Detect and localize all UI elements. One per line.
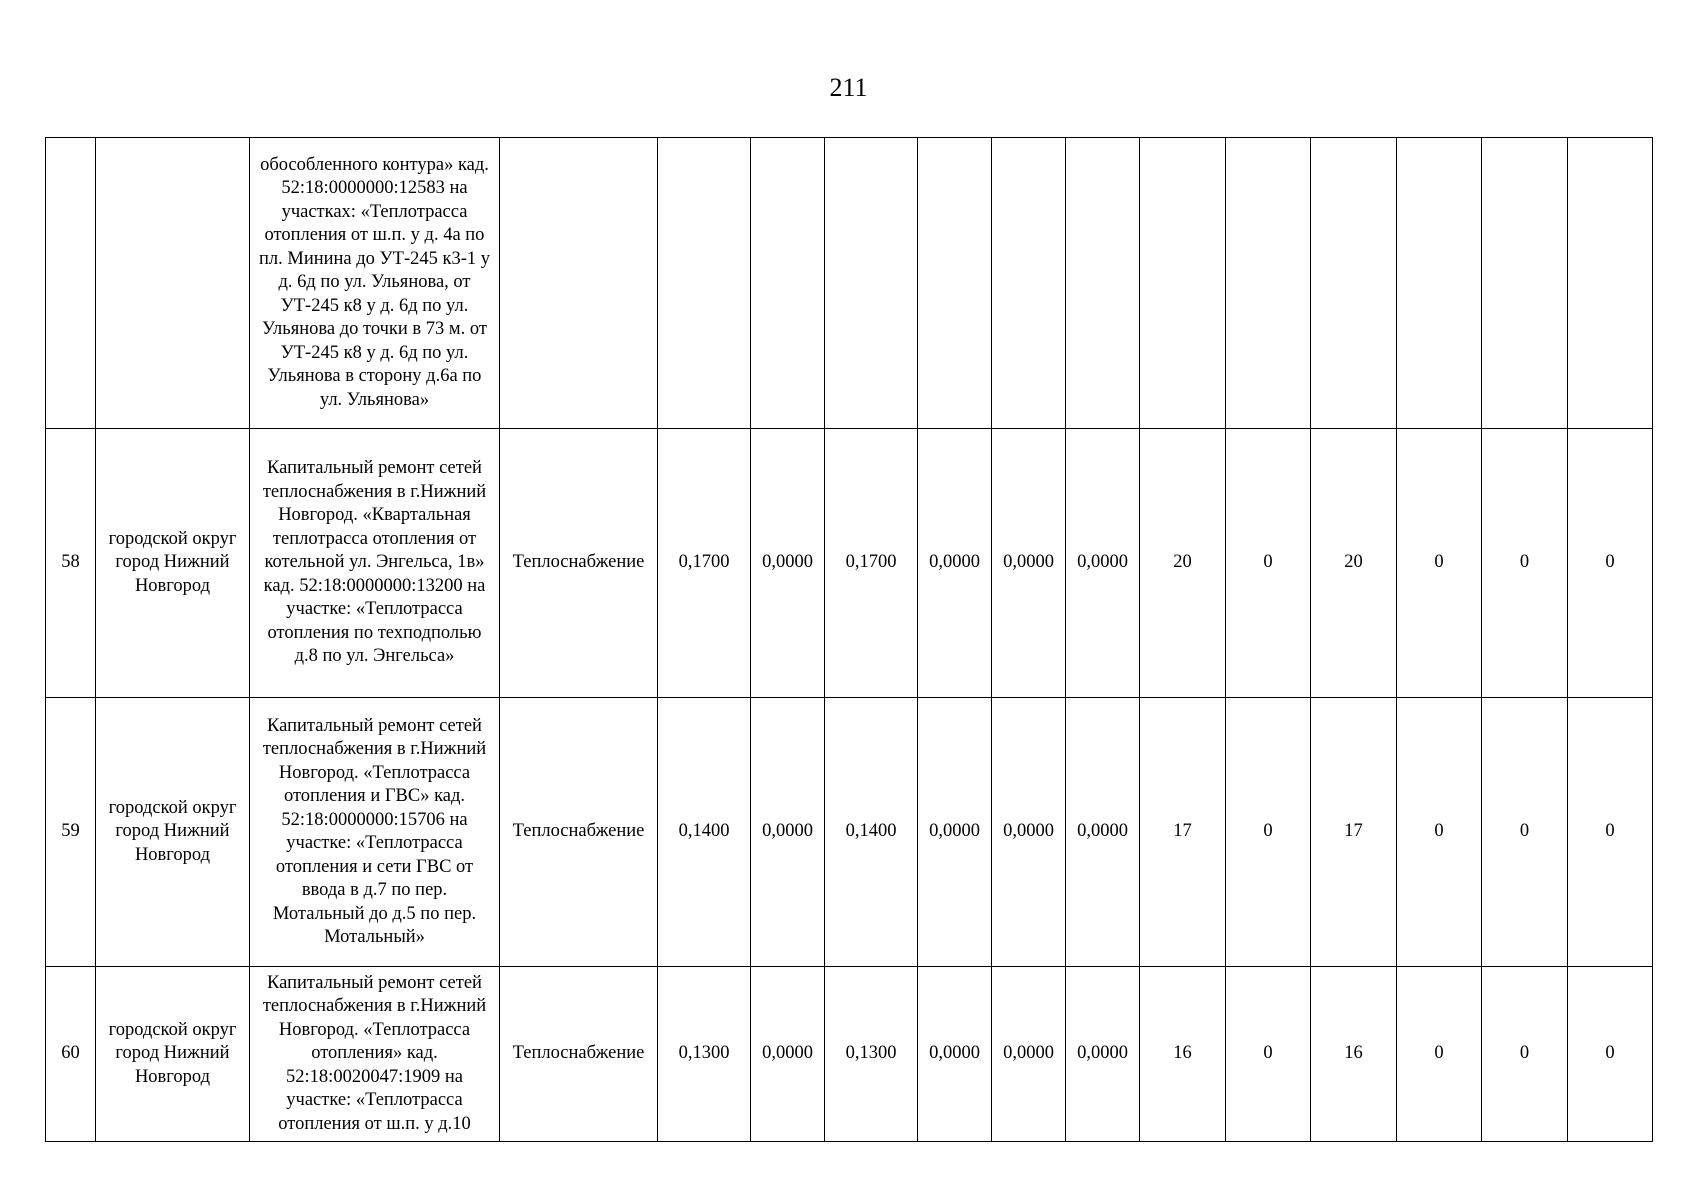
value-cell-2: 0,0000 bbox=[751, 698, 825, 967]
count-cell-4: 0 bbox=[1397, 429, 1482, 698]
row-number-cell: 59 bbox=[46, 698, 96, 967]
count-cell-4 bbox=[1397, 138, 1482, 429]
count-cell-3 bbox=[1311, 138, 1397, 429]
count-cell-4: 0 bbox=[1397, 698, 1482, 967]
row-number-cell bbox=[46, 138, 96, 429]
value-cell-2: 0,0000 bbox=[751, 429, 825, 698]
table-row bbox=[46, 698, 1653, 967]
value-cell-6 bbox=[1066, 138, 1140, 429]
count-cell-5: 0 bbox=[1482, 429, 1568, 698]
count-cell-6: 0 bbox=[1568, 429, 1653, 698]
value-cell-3: 0,1300 bbox=[825, 967, 918, 1142]
count-cell-2 bbox=[1226, 138, 1311, 429]
description-cell: Капитальный ремонт сетей теплоснабжения в г.Нижний Новгород. «Теплотрасса отопления» кад. 52:18:0020047:1909 на участке: «Теплотрасса отопления от ш.п. у д.10 bbox=[250, 967, 500, 1142]
type-cell: Теплоснабжение bbox=[500, 698, 658, 967]
value-cell-1: 0,1300 bbox=[658, 967, 751, 1142]
description-cell: Капитальный ремонт сетей теплоснабжения в г.Нижний Новгород. «Квартальная теплотрасса отопления от котельной ул. Энгельса, 1в» кад. 52:18:0000000:13200 на участке: «Теплотрасса отопления по техподполью д.8 по ул. Энгельса» bbox=[250, 429, 500, 698]
value-cell-5: 0,0000 bbox=[992, 967, 1066, 1142]
district-cell: городской округ город Нижний Новгород bbox=[96, 429, 250, 698]
type-cell: Теплоснабжение bbox=[500, 429, 658, 698]
count-cell-6: 0 bbox=[1568, 698, 1653, 967]
value-cell-2: 0,0000 bbox=[751, 967, 825, 1142]
count-cell-1: 16 bbox=[1140, 967, 1226, 1142]
value-cell-6: 0,0000 bbox=[1066, 429, 1140, 698]
count-cell-1: 17 bbox=[1140, 698, 1226, 967]
value-cell-3: 0,1400 bbox=[825, 698, 918, 967]
row-number-cell: 58 bbox=[46, 429, 96, 698]
type-cell bbox=[500, 138, 658, 429]
count-cell-3: 20 bbox=[1311, 429, 1397, 698]
value-cell-5: 0,0000 bbox=[992, 698, 1066, 967]
table-row bbox=[46, 967, 1653, 1142]
value-cell-6: 0,0000 bbox=[1066, 698, 1140, 967]
count-cell-6 bbox=[1568, 138, 1653, 429]
works-table bbox=[45, 137, 1653, 1142]
table-row bbox=[46, 429, 1653, 698]
description-cell: Капитальный ремонт сетей теплоснабжения в г.Нижний Новгород. «Теплотрасса отопления и ГВС» кад. 52:18:0000000:15706 на участке: «Теплотрасса отопления и сети ГВС от ввода в д.7 по пер. Мотальный до д.5 по пер. Мотальный» bbox=[250, 698, 500, 967]
page-number: 211 bbox=[829, 73, 868, 102]
value-cell-4: 0,0000 bbox=[918, 429, 992, 698]
count-cell-6: 0 bbox=[1568, 967, 1653, 1142]
table-row bbox=[46, 138, 1653, 429]
value-cell-1: 0,1700 bbox=[658, 429, 751, 698]
value-cell-4: 0,0000 bbox=[918, 967, 992, 1142]
value-cell-1 bbox=[658, 138, 751, 429]
value-cell-3: 0,1700 bbox=[825, 429, 918, 698]
description-cell: обособленного контура» кад. 52:18:0000000:12583 на участках: «Теплотрасса отопления от ш.п. у д. 4а по пл. Минина до УТ-245 к3-1 у д. 6д по ул. Ульянова, от УТ-245 к8 у д. 6д по ул. Ульянова до точки в 73 м. от УТ-245 к8 у д. 6д по ул. Ульянова в сторону д.6а по ул. Ульянова» bbox=[250, 138, 500, 429]
value-cell-3 bbox=[825, 138, 918, 429]
value-cell-5: 0,0000 bbox=[992, 429, 1066, 698]
value-cell-5 bbox=[992, 138, 1066, 429]
type-cell: Теплоснабжение bbox=[500, 967, 658, 1142]
count-cell-2: 0 bbox=[1226, 698, 1311, 967]
value-cell-4: 0,0000 bbox=[918, 698, 992, 967]
value-cell-6: 0,0000 bbox=[1066, 967, 1140, 1142]
row-number-cell: 60 bbox=[46, 967, 96, 1142]
count-cell-5 bbox=[1482, 138, 1568, 429]
district-cell: городской округ город Нижний Новгород bbox=[96, 967, 250, 1142]
district-cell: городской округ город Нижний Новгород bbox=[96, 698, 250, 967]
count-cell-2: 0 bbox=[1226, 429, 1311, 698]
count-cell-5: 0 bbox=[1482, 967, 1568, 1142]
district-cell bbox=[96, 138, 250, 429]
count-cell-1: 20 bbox=[1140, 429, 1226, 698]
count-cell-5: 0 bbox=[1482, 698, 1568, 967]
value-cell-2 bbox=[751, 138, 825, 429]
value-cell-4 bbox=[918, 138, 992, 429]
count-cell-4: 0 bbox=[1397, 967, 1482, 1142]
count-cell-3: 16 bbox=[1311, 967, 1397, 1142]
count-cell-3: 17 bbox=[1311, 698, 1397, 967]
count-cell-2: 0 bbox=[1226, 967, 1311, 1142]
value-cell-1: 0,1400 bbox=[658, 698, 751, 967]
count-cell-1 bbox=[1140, 138, 1226, 429]
